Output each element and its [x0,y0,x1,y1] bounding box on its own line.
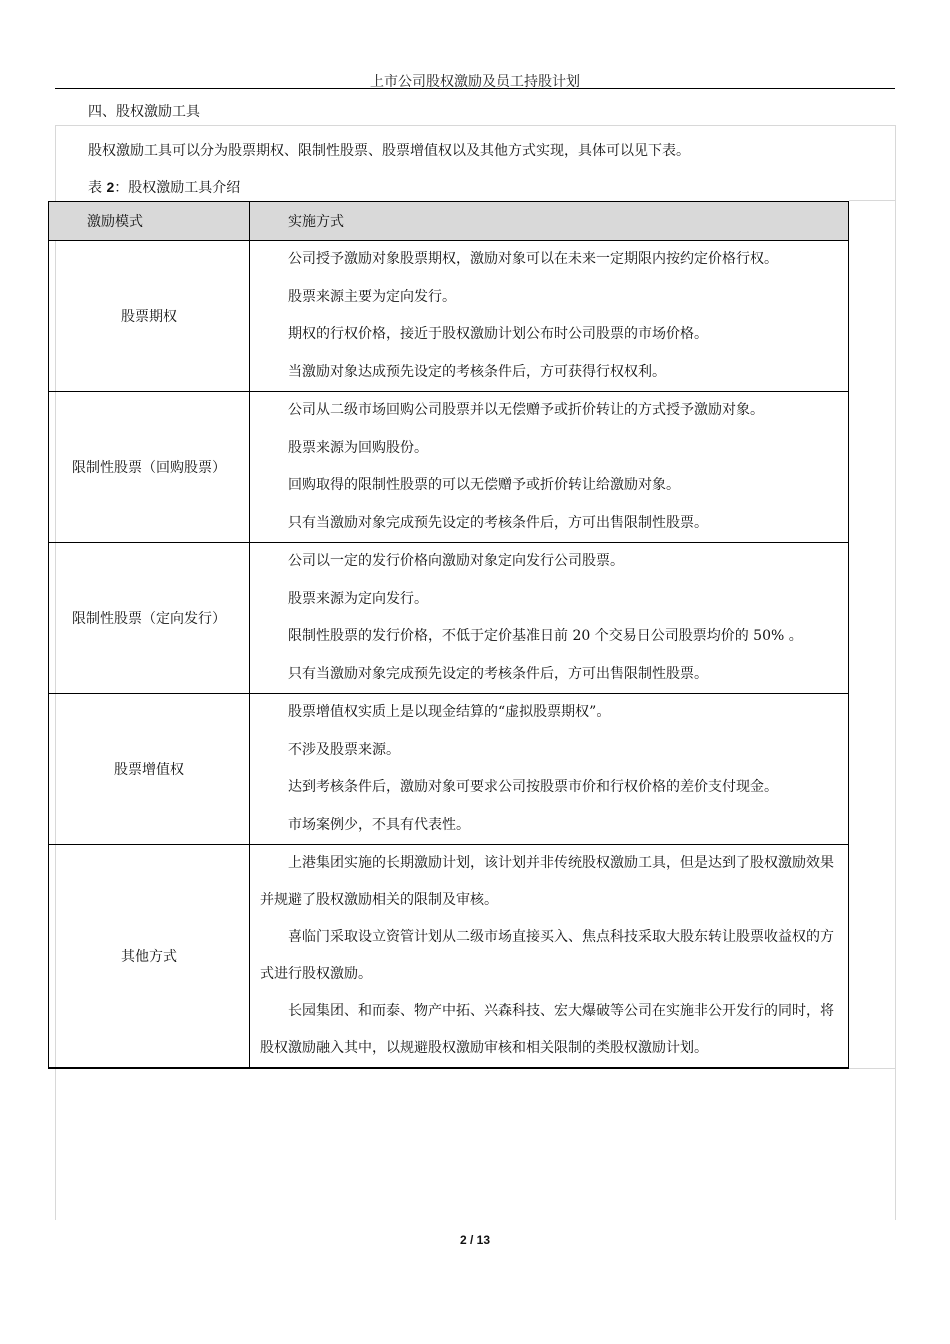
frame-border-mid-lower [849,1068,895,1069]
section-heading: 四、股权激励工具 [88,104,200,120]
caption-rest: ：股权激励工具介绍 [114,180,241,196]
impl-line: 限制性股票的发行价格，不低于定价基准日前 20 个交易日公司股票均价的 50% 。 [288,628,803,644]
impl-paragraph: 喜临门采取设立资管计划从二级市场直接买入、焦点科技采取大股东转让股票收益权的方式进行股权激励。 [260,929,834,982]
col-header-mode: 激励模式 [49,202,250,241]
section-intro: 股权激励工具可以分为股票期权、限制性股票、股票增值权以及其他方式实现，具体可以见下表。 [88,143,690,159]
impl-paragraph: 上港集团实施的长期激励计划，该计划并非传统股权激励工具，但是达到了股权激励效果并规避了股权激励相关的限制及审核。 [260,855,834,908]
impl-line: 股票来源为定向发行。 [288,590,428,607]
caption-number: 2 [106,179,115,195]
implementation-cell [250,845,849,1069]
table-row [49,845,849,1069]
impl-line: 当激励对象达成预先设定的考核条件后，方可获得行权权利。 [288,363,666,380]
page-number: 2 / 13 [459,1233,491,1247]
mode-cell: 股票增值权 [49,694,250,845]
impl-line: 公司授予激励对象股票期权，激励对象可以在未来一定期限内按约定价格行权。 [288,251,778,267]
caption-prefix: 表 [88,180,102,196]
page-header-title: 上市公司股权激励及员工持股计划 [370,74,580,90]
impl-line: 只有当激励对象完成预先设定的考核条件后，方可出售限制性股票。 [288,665,708,682]
mode-cell: 限制性股票（定向发行） [49,543,250,694]
impl-line: 只有当激励对象完成预先设定的考核条件后，方可出售限制性股票。 [288,514,708,531]
table-row [49,392,849,543]
implementation-cell [250,543,849,694]
table-row [49,241,849,392]
incentive-tools-table [48,201,849,1069]
frame-border-mid [849,200,895,201]
table-header-row [49,202,849,241]
mode-cell: 股票期权 [49,241,250,392]
impl-line: 回购取得的限制性股票的可以无偿赠予或折价转让给激励对象。 [288,477,680,493]
implementation-cell [250,241,849,392]
impl-line: 市场案例少，不具有代表性。 [288,816,470,833]
impl-line: 达到考核条件后，激励对象可要求公司按股票市价和行权价格的差价支付现金。 [288,779,778,795]
table-caption [88,177,240,197]
impl-line: 期权的行权价格，接近于股权激励计划公布时公司股票的市场价格。 [288,326,708,342]
table-row [49,543,849,694]
impl-line: 公司从二级市场回购公司股票并以无偿赠予或折价转让的方式授予激励对象。 [288,402,764,418]
col-header-implementation: 实施方式 [250,202,849,241]
mode-cell: 其他方式 [49,845,250,1069]
header-rule [55,88,895,89]
impl-line: 股票来源主要为定向发行。 [288,288,456,305]
implementation-cell [250,694,849,845]
table-row [49,694,849,845]
impl-paragraph: 长园集团、和而泰、物产中拓、兴森科技、宏大爆破等公司在实施非公开发行的同时，将股权激励融入其中，以规避股权激励审核和相关限制的类股权激励计划。 [260,1003,834,1056]
impl-line: 股票来源为回购股份。 [288,439,428,456]
impl-line: 不涉及股票来源。 [288,741,400,758]
implementation-cell [250,392,849,543]
frame-border-right [895,125,896,1220]
impl-line: 股票增值权实质上是以现金结算的“虚拟股票期权”。 [288,704,611,720]
frame-border-top [55,125,895,126]
impl-line: 公司以一定的发行价格向激励对象定向发行公司股票。 [288,553,624,569]
mode-cell: 限制性股票（回购股票） [49,392,250,543]
